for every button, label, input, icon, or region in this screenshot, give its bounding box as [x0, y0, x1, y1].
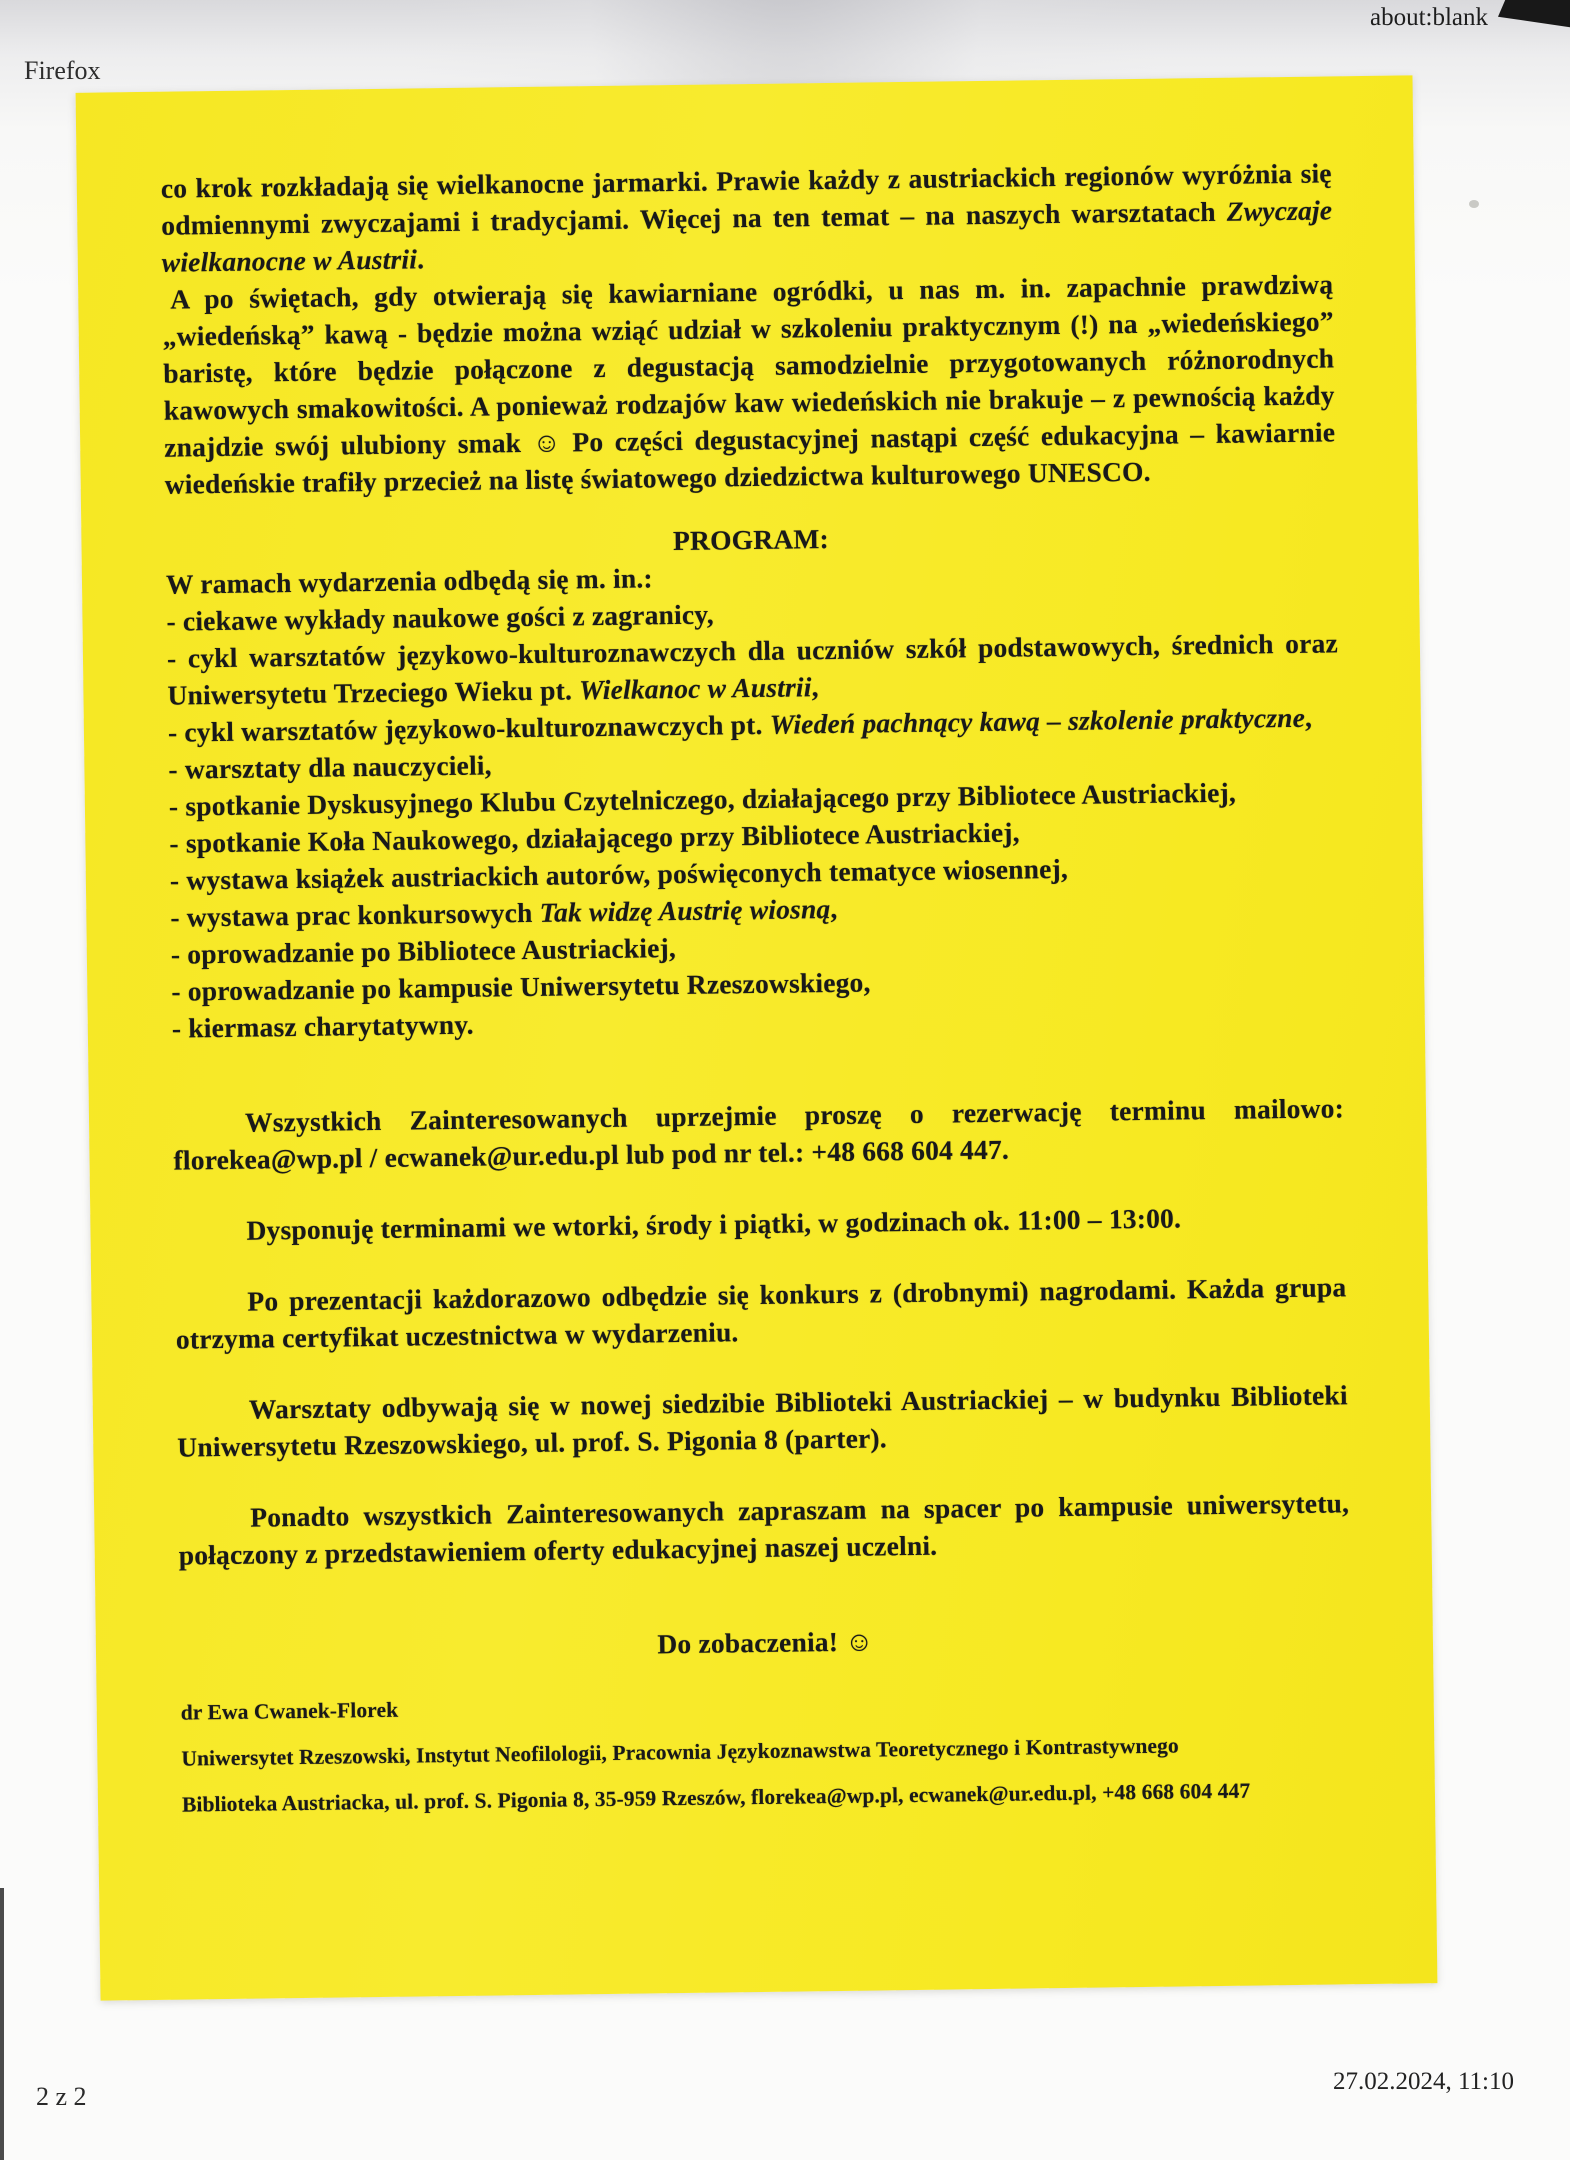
- print-header-url-label: about:blank: [1369, 4, 1488, 31]
- program-item-library-tour: - oprowadzanie po Bibliotece Austriackiej,: [170, 932, 677, 970]
- program-heading: PROGRAM:: [672, 523, 830, 557]
- signature-address: Biblioteka Austriacka, ul. prof. S. Pigonia 8, 35-959 Rzeszów, florekea@wp.pl, ecwanek@ur.edu.pl, +48 668 604 447: [181, 1778, 1251, 1817]
- reservation-paragraph: Wszystkich Zainteresowanych uprzejmie proszę o rezerwację terminu mailowo: florekea@wp.pl / ecwanek@ur.edu.pl lub pod nr tel.: +48 668 604 447.: [173, 1092, 1345, 1176]
- page-number-indicator: 2 z 2: [36, 2082, 87, 2111]
- program-item-workshops-coffee: - cykl warsztatów językowo-kulturoznawczych pt. Wiedeń pachnący kawą – szkolenie praktyczne,: [167, 701, 1313, 748]
- contest-paragraph: Po prezentacji każdorazowo odbędzie się konkurs z (drobnymi) nagrodami. Każda grupa otrzyma certyfikat uczestnictwa w wydarzeniu.: [175, 1271, 1347, 1355]
- signature-affiliation: Uniwersytet Rzeszowski, Instytut Neofilologii, Pracownia Językoznawstwa Teoretycznego i Kontrastywnego: [181, 1733, 1179, 1771]
- program-intro: W ramach wydarzenia odbędą się m. in.:: [165, 562, 653, 600]
- signature-name: dr Ewa Cwanek-Florek: [180, 1697, 399, 1725]
- closing-line: Do zobaczenia! ☺: [657, 1625, 874, 1660]
- program-item-workshops-easter: - cykl warsztatów językowo-kulturoznawczych dla uczniów szkół podstawowych, średnich oraz Uniwersytetu Trzeciego Wieku pt. Wielkanoc w Austrii,: [166, 627, 1339, 711]
- program-item-contest-exhibition: - wystawa prac konkursowych Tak widzę Austrię wiosną,: [170, 892, 838, 933]
- scan-edge-artifact: [0, 1888, 4, 2160]
- program-item-teachers: - warsztaty dla nauczycieli,: [168, 749, 492, 785]
- intro-paragraph: co krok rozkładają się wielkanocne jarmarki. Prawie każdy z austriackich regionów wyróżnia się odmiennymi zwyczajami i tradycjami. Więcej na ten temat – na naszych warsztatach Zwyczaje wielkanocne w Austrii.: [160, 157, 1333, 278]
- location-paragraph: Warsztaty odbywają się w nowej siedzibie Biblioteki Austriackiej – w budynku Biblioteki Uniwersytetu Rzeszowskiego, ul. prof. S. Pigonia 8 (parter).: [177, 1379, 1348, 1463]
- availability-paragraph: Dysponuję terminami we wtorki, środy i piątki, w godzinach ok. 11:00 – 13:00.: [246, 1202, 1182, 1246]
- program-item-charity-fair: - kiermasz charytatywny.: [171, 1008, 474, 1044]
- program-item-science-club: - spotkanie Koła Naukowego, działającego przy Bibliotece Austriackiej,: [169, 816, 1020, 859]
- scan-speck: [1469, 200, 1479, 208]
- scan-corner-artifact: [1498, 0, 1570, 44]
- program-item-lectures: - ciekawe wykłady naukowe gości z zagranicy,: [166, 598, 714, 637]
- print-timestamp: 27.02.2024, 11:10: [1332, 2068, 1514, 2095]
- program-item-book-exhibition: - wystawa książek austriackich autorów, poświęconych tematyce wiosennej,: [169, 852, 1069, 896]
- print-header-app-label: Firefox: [24, 56, 101, 85]
- yellow-flyer-paper: [76, 75, 1438, 2000]
- coffee-training-paragraph: A po świętach, gdy otwierają się kawiarniane ogródki, u nas m. in. zapachnie prawdziwą „wiedeńską” kawą - będzie można wziąć udział w szkoleniu praktycznym (!) na „wiedeńskiego” baristę, które będzie połączone z degustacją samodzielnie przygotowanych różnorodnych kawowych smakowitości. A ponieważ rodzajów kaw wiedeńskich nie brakuje – z pewnością każdy znajdzie swój ulubiony smak ☺ Po części degustacyjnej nastąpi część edukacyjna – kawiarnie wiedeńskie trafiły przecież na listę światowego dziedzictwa kulturowego UNESCO.: [162, 268, 1336, 500]
- campus-walk-paragraph: Ponadto wszystkich Zainteresowanych zapraszam na spacer po kampusie uniwersytetu, połączony z przedstawieniem oferty edukacyjnej naszej uczelni.: [178, 1487, 1350, 1571]
- program-item-book-club: - spotkanie Dyskusyjnego Klubu Czytelniczego, działającego przy Bibliotece Austriackiej,: [168, 776, 1237, 822]
- program-item-campus-tour: - oprowadzanie po kampusie Uniwersytetu Rzeszowskiego,: [171, 966, 871, 1007]
